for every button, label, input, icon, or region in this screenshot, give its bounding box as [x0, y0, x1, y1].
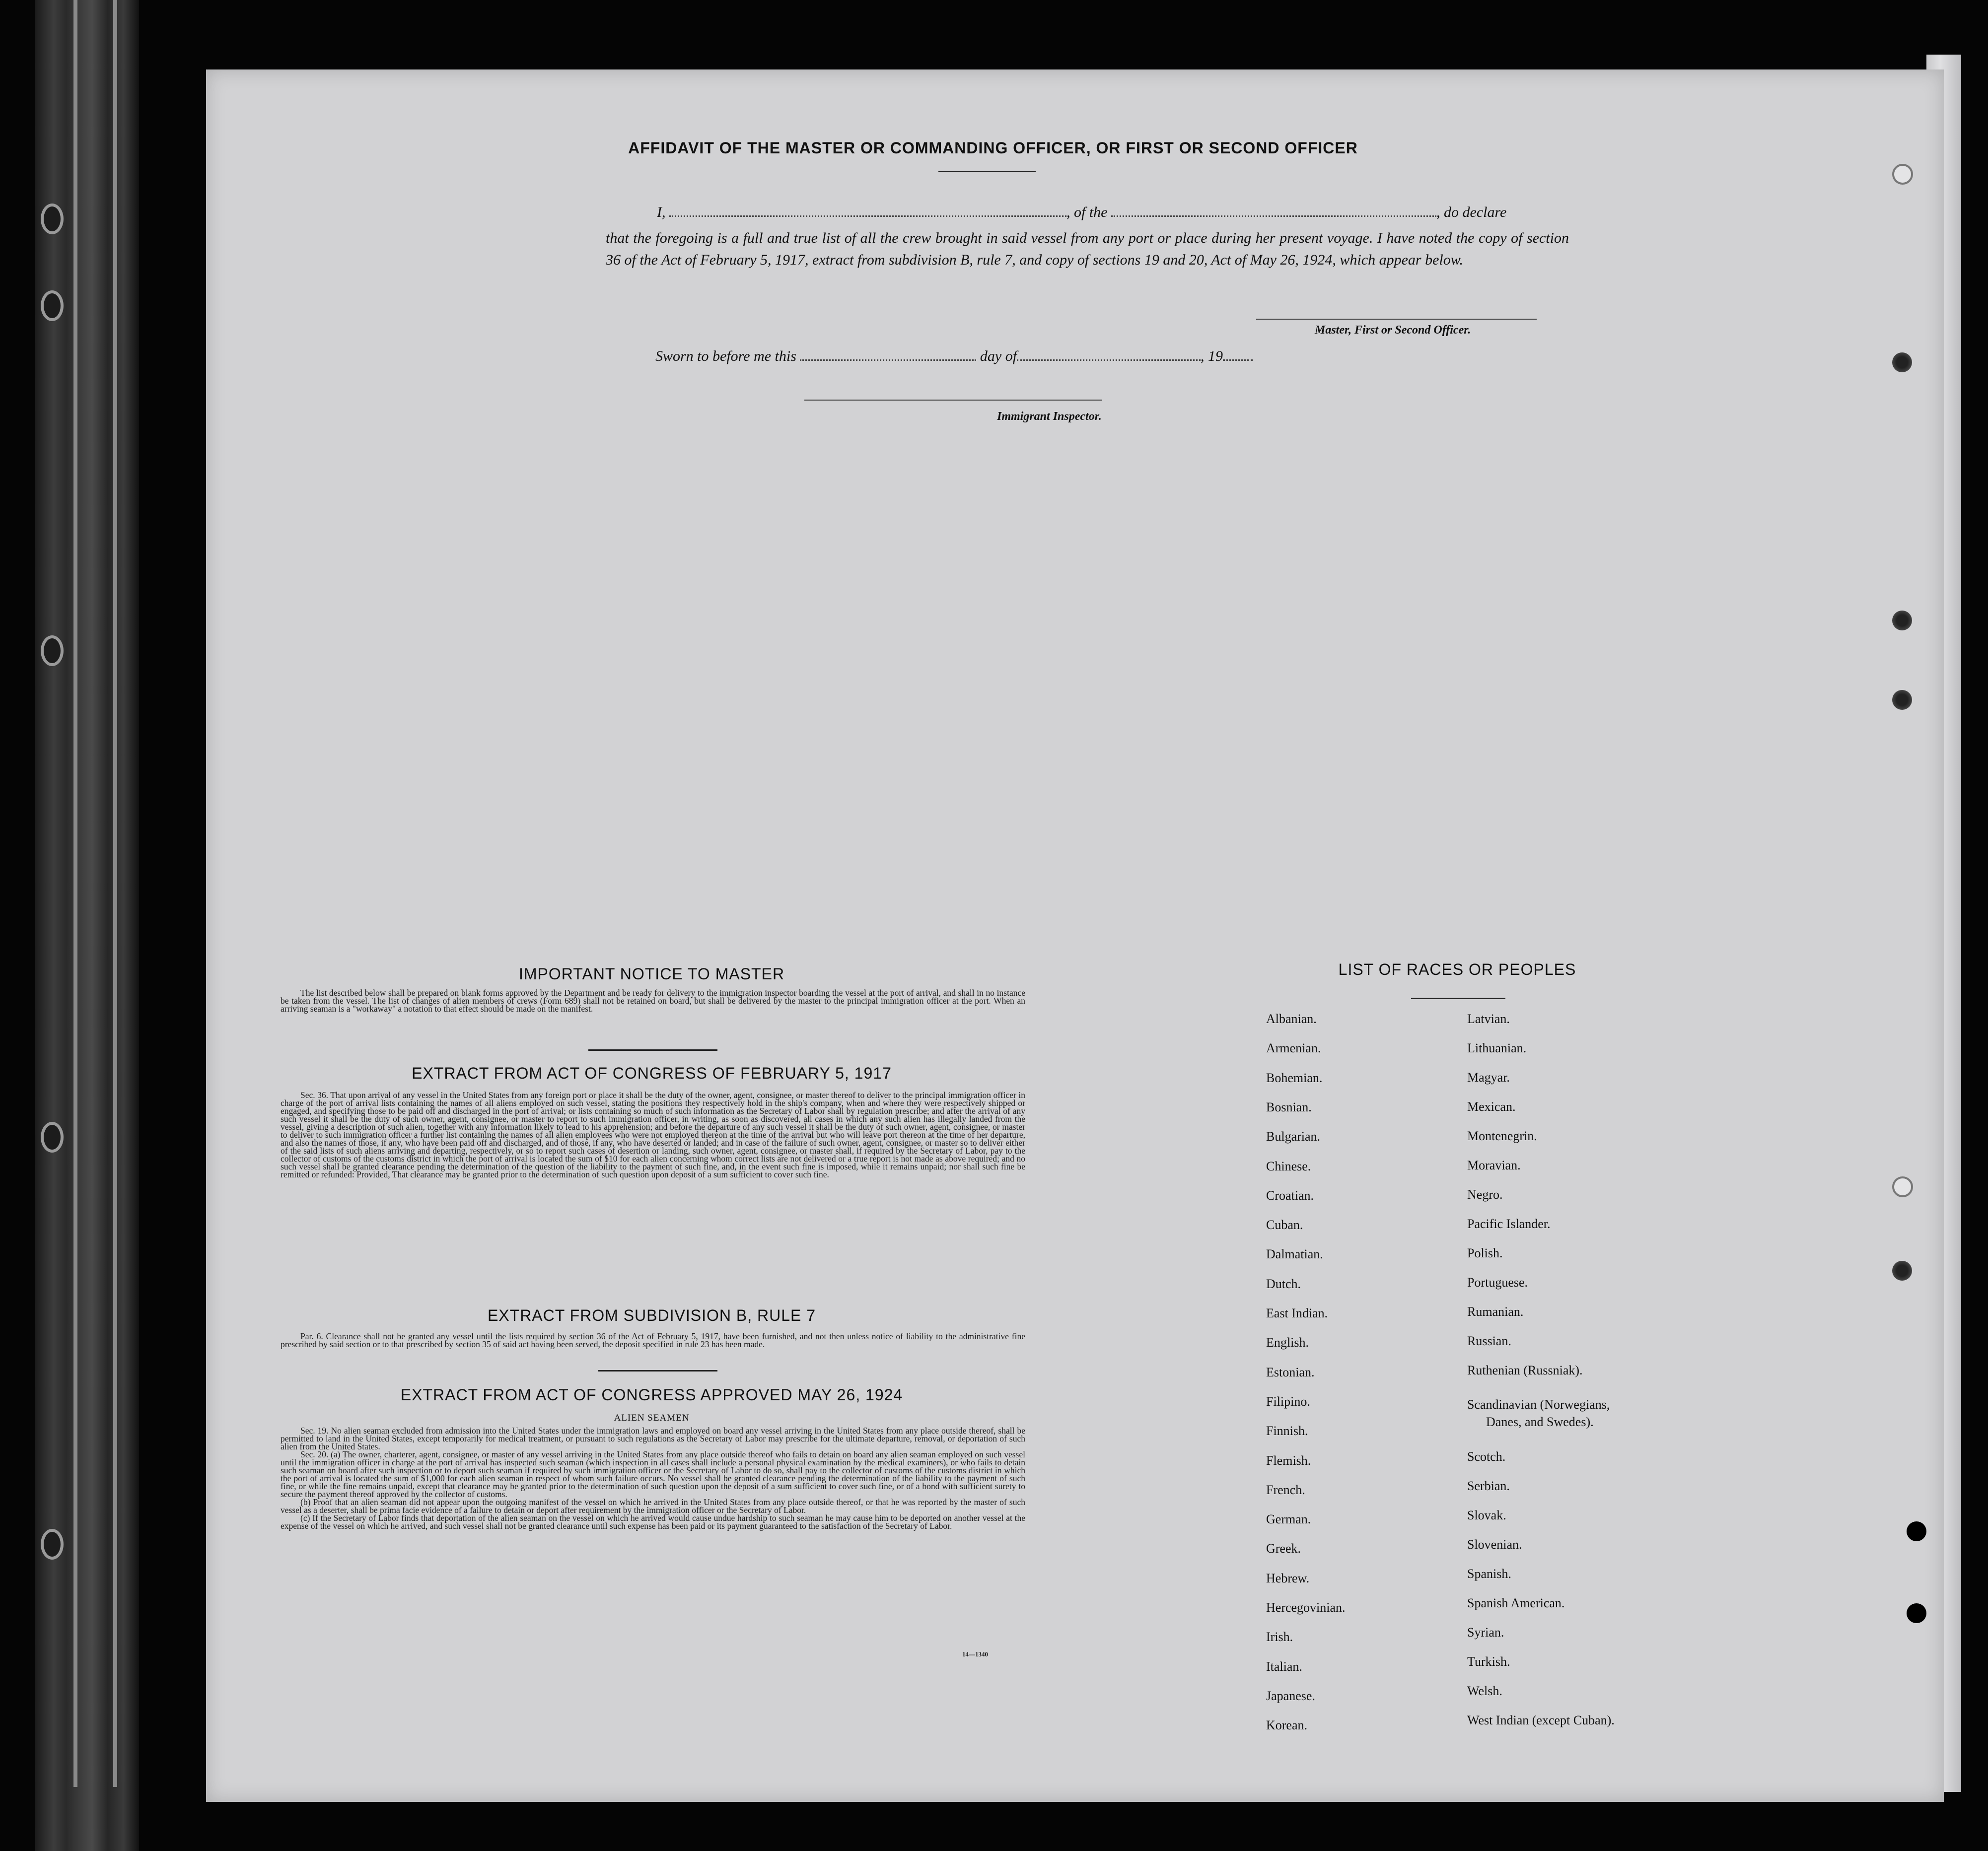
race-item: German.: [1266, 1512, 1311, 1527]
punch-hole-icon: [1892, 352, 1912, 372]
races-divider: [1411, 998, 1505, 999]
extract-1924-title: EXTRACT FROM ACT OF CONGRESS APPROVED MAY 26, 1924: [400, 1386, 903, 1404]
race-item: Portuguese.: [1467, 1275, 1528, 1290]
sworn-year-blank[interactable]: [1223, 346, 1253, 361]
race-item: Croatian.: [1266, 1188, 1314, 1203]
affidavit-title: AFFIDAVIT OF THE MASTER OR COMMANDING OFFICER, OR FIRST OR SECOND OFFICER: [628, 139, 1358, 157]
race-item: Spanish.: [1467, 1567, 1511, 1581]
binder-edge: [73, 0, 77, 1787]
race-item: Filipino.: [1266, 1394, 1310, 1409]
race-item: Slovak.: [1467, 1508, 1506, 1522]
notice-title: IMPORTANT NOTICE TO MASTER: [518, 965, 785, 983]
extract-1924-subtitle: ALIEN SEAMEN: [614, 1413, 690, 1423]
race-item: Serbian.: [1467, 1479, 1510, 1493]
extract-1917-text: Sec. 36. That upon arrival of any vessel in the United States from any foreign port or place it shall be the duty of the owner, agent, consignee, or master thereof to deliver to the principal immigration officer in charge of the port of arrival lists containing the names of all aliens employed on such vessel, stating the positions they respectively hold in the ship's company, when and where they were respectively shipped or engaged, and specifying those to be paid off and discharged in the port of arrival; or lists containing so much of such information as the Secretary of Labor shall by regulation prescribe; and after the arrival of any such vessel it shall be the duty of such owner, agent, consignee, or master to report to such immigration officer, in writing, as soon as discovered, all cases in which any such alien has illegally landed from the vessel, giving a description of such alien, together with any information likely to lead to his apprehension; and before the departure of any such vessel it shall be the duty of such owner, agent, consignee, or master to deliver to such immigration officer a further list containing the names of all alien employees who were not employed thereon at the time of the arrival but who will leave port thereon at the time of her departure, and also the names of those, if any, who have been paid off and discharged, and of those, if any, who have deserted or landed; and in case of the failure of such owner, agent, consignee, or master so to deliver either of the said lists of such aliens arriving and departing, respectively, or so to report such cases of desertion or landing, such owner, agent, consignee, or master shall, if required by the Secretary of Labor, pay to the collector of customs of the customs district in which the port of arrival is located the sum of $10 for each alien concerning whom correct lists are not delivered or a true report is not made as above required; and no such vessel shall be granted clearance pending the determination of the question of the liability to the payment of such fine, and, in the event such fine is imposed, while it remains unpaid; nor shall such fine be remitted or refunded: Provided, That clearance may be granted prior to the determination of such question upon deposit of a sum sufficient to cover such fine.: [281, 1090, 1025, 1179]
officer-signature-label: Master, First or Second Officer.: [1315, 324, 1471, 337]
race-item: Dalmatian.: [1266, 1247, 1323, 1262]
race-item: Hebrew.: [1266, 1571, 1310, 1585]
extract-1917-title: EXTRACT FROM ACT OF CONGRESS OF FEBRUARY 5, 1917: [412, 1064, 892, 1082]
notice-text: The list described below shall be prepared on blank forms approved by the Department and be ready for delivery to the immigration inspector boarding the vessel at the port of arrival, and shall in no instance be taken from the vessel. The list of changes of alien members of crews (Form 689) shall not be retained on board, but shall be delivered by the master to the principal immigration officer at the port. When an arriving seaman is a "workaway" a notation to that effect should be made on the manifest.: [281, 988, 1025, 1014]
binder-strip: [35, 0, 139, 1851]
binder-ring-icon: [41, 1529, 64, 1560]
race-item: Armenian.: [1266, 1041, 1321, 1056]
race-item: French.: [1266, 1482, 1305, 1497]
race-item: Moravian.: [1467, 1158, 1521, 1172]
extract-1924-text: Sec. 19. No alien seaman excluded from admission into the United States under the immigration laws and employed on board any vessel arriving in the United States from any place outside thereof, shall be permitted to land in the United States, except temporarily for medical treatment, or pursuant to such regulations as the Secretary of Labor may prescribe for the ultimate departure, removal, or deportation of such alien from the United States. Sec. 20. (a) The owner, charterer, agent, consignee, or master of any vessel arriving in the United States from any place outside thereof who fails to detain on board any alien seaman employed on such vessel until the immigration officer in charge at the port of arrival has inspected such seaman (which inspection in all cases shall include a personal physical examination by the medical examiners), or who fails to detain such seaman on board after such inspection or to deport such seaman if required by such immigration officer or the Secretary of Labor to do so, shall pay to the collector of customs of the customs district in which the port of arrival is located the sum of $1,000 for each alien seaman in respect of whom such failure occurs. No vessel shall be granted clearance pending the determination of the liability to the payment of such fine, or while the fine remains unpaid, except that clearance may be granted prior to the determination of such question upon the deposit of a sum sufficient to cover such fine, or of a bond with sufficient surety to secure the payment thereof approved by the collector of customs. (b) Proof that an alien seaman did not appear upon the outgoing manifest of the vessel on which he arrived in the United States from any place outside thereof, or that he was reported by the master of such vessel as a deserter, shall be prima facie evidence of a failure to detain or deport after requirement by the immigration officer or the Secretary of Labor. (c) If the Secretary of Labor finds that deportation of the alien seaman on the vessel on which he arrived would cause undue hardship to such seaman he may cause him to be deported on another vessel at the expense of the vessel on which he arrived, and such vessel shall not be granted clearance until such expense has been paid or its payment guaranteed to the satisfaction of the Secretary of Labor.: [281, 1426, 1025, 1531]
inspector-signature-label: Immigrant Inspector.: [997, 410, 1102, 423]
race-item: Negro.: [1467, 1187, 1503, 1202]
race-item: Montenegrin.: [1467, 1129, 1537, 1143]
punch-hole-icon: [1907, 1603, 1926, 1623]
races-title: LIST OF RACES OR PEOPLES: [1338, 960, 1576, 978]
race-item: Hercegovinian.: [1266, 1600, 1346, 1615]
race-item: Estonian.: [1266, 1365, 1315, 1379]
race-item: Korean.: [1266, 1718, 1308, 1733]
race-item: Polish.: [1467, 1246, 1503, 1260]
extract-rule7-text: Par. 6. Clearance shall not be granted any vessel until the lists required by section 36 of the Act of February 5, 1917, have been furnished, and not then unless notice of liability to the administrative fine prescribed by said section or to that prescribed by section 35 of said act having been served, the deposit specified in rule 23 has been made.: [281, 1331, 1025, 1349]
name-blank[interactable]: [669, 203, 1066, 217]
race-item: Magyar.: [1467, 1070, 1510, 1085]
race-item: Danes, and Swedes).: [1486, 1415, 1594, 1429]
race-item: Chinese.: [1266, 1159, 1311, 1173]
declaration-line: I, , of the , do declare: [657, 203, 1506, 221]
race-item: Dutch.: [1266, 1276, 1301, 1291]
section-divider: [588, 1049, 717, 1051]
race-item: Japanese.: [1266, 1688, 1315, 1703]
race-item: Finnish.: [1266, 1424, 1308, 1439]
race-item: Welsh.: [1467, 1684, 1502, 1698]
inspector-signature-line[interactable]: [804, 400, 1102, 401]
document-page: [206, 69, 1944, 1802]
race-item: Rumanian.: [1467, 1304, 1524, 1319]
race-item: Cuban.: [1266, 1218, 1303, 1233]
race-item: Slovenian.: [1467, 1537, 1522, 1552]
punch-hole-icon: [1892, 1176, 1913, 1197]
race-item: Flemish.: [1266, 1453, 1311, 1468]
binder-ring-icon: [41, 290, 64, 321]
sworn-line: Sworn to before me this day of , 19: [655, 346, 1253, 365]
race-item: Syrian.: [1467, 1625, 1504, 1640]
punch-hole-icon: [1892, 690, 1912, 710]
race-item: Italian.: [1266, 1659, 1302, 1674]
binder-ring-icon: [41, 204, 64, 234]
race-item: Scandinavian (Norwegians,: [1467, 1397, 1610, 1412]
race-item: Bosnian.: [1266, 1099, 1312, 1114]
race-item: Mexican.: [1467, 1099, 1516, 1114]
punch-hole-icon: [1892, 611, 1912, 630]
binder-edge: [113, 0, 117, 1787]
punch-hole-icon: [1892, 164, 1913, 185]
race-item: Bohemian.: [1266, 1070, 1323, 1085]
race-item: Albanian.: [1266, 1012, 1317, 1026]
sworn-day-blank[interactable]: [800, 346, 976, 361]
officer-signature-line[interactable]: [1256, 319, 1537, 320]
sworn-month-blank[interactable]: [1017, 346, 1201, 361]
binder-ring-icon: [41, 1122, 64, 1153]
extract-rule7-title: EXTRACT FROM SUBDIVISION B, RULE 7: [487, 1306, 816, 1324]
punch-hole-icon: [1907, 1521, 1926, 1541]
race-item: Ruthenian (Russniak).: [1467, 1363, 1583, 1377]
title-divider: [938, 171, 1036, 172]
race-item: Irish.: [1266, 1630, 1293, 1645]
form-number: 14—1340: [962, 1650, 988, 1658]
race-item: Latvian.: [1467, 1012, 1510, 1026]
race-item: Scotch.: [1467, 1449, 1506, 1464]
punch-hole-icon: [1892, 1261, 1912, 1281]
race-item: Lithuanian.: [1467, 1041, 1527, 1055]
vessel-blank[interactable]: [1111, 203, 1436, 217]
race-item: West Indian (except Cuban).: [1467, 1713, 1615, 1727]
race-item: Turkish.: [1467, 1654, 1510, 1669]
race-item: Spanish American.: [1467, 1596, 1565, 1610]
affidavit-body: that the foregoing is a full and true list of all the crew brought in said vessel from any port or place during her present voyage. I have noted the copy of section 36 of the Act of February 5, 1917, extract from subdivision B, rule 7, and copy of sections 19 and 20, Act of May 26, 1924, which appear below.: [606, 230, 1569, 268]
binder-ring-icon: [41, 635, 64, 666]
race-item: Bulgarian.: [1266, 1129, 1321, 1144]
race-item: Greek.: [1266, 1541, 1301, 1556]
race-item: East Indian.: [1266, 1306, 1328, 1320]
section-divider: [598, 1370, 717, 1371]
race-item: Russian.: [1467, 1334, 1511, 1348]
race-item: English.: [1266, 1335, 1309, 1350]
race-item: Pacific Islander.: [1467, 1217, 1551, 1231]
